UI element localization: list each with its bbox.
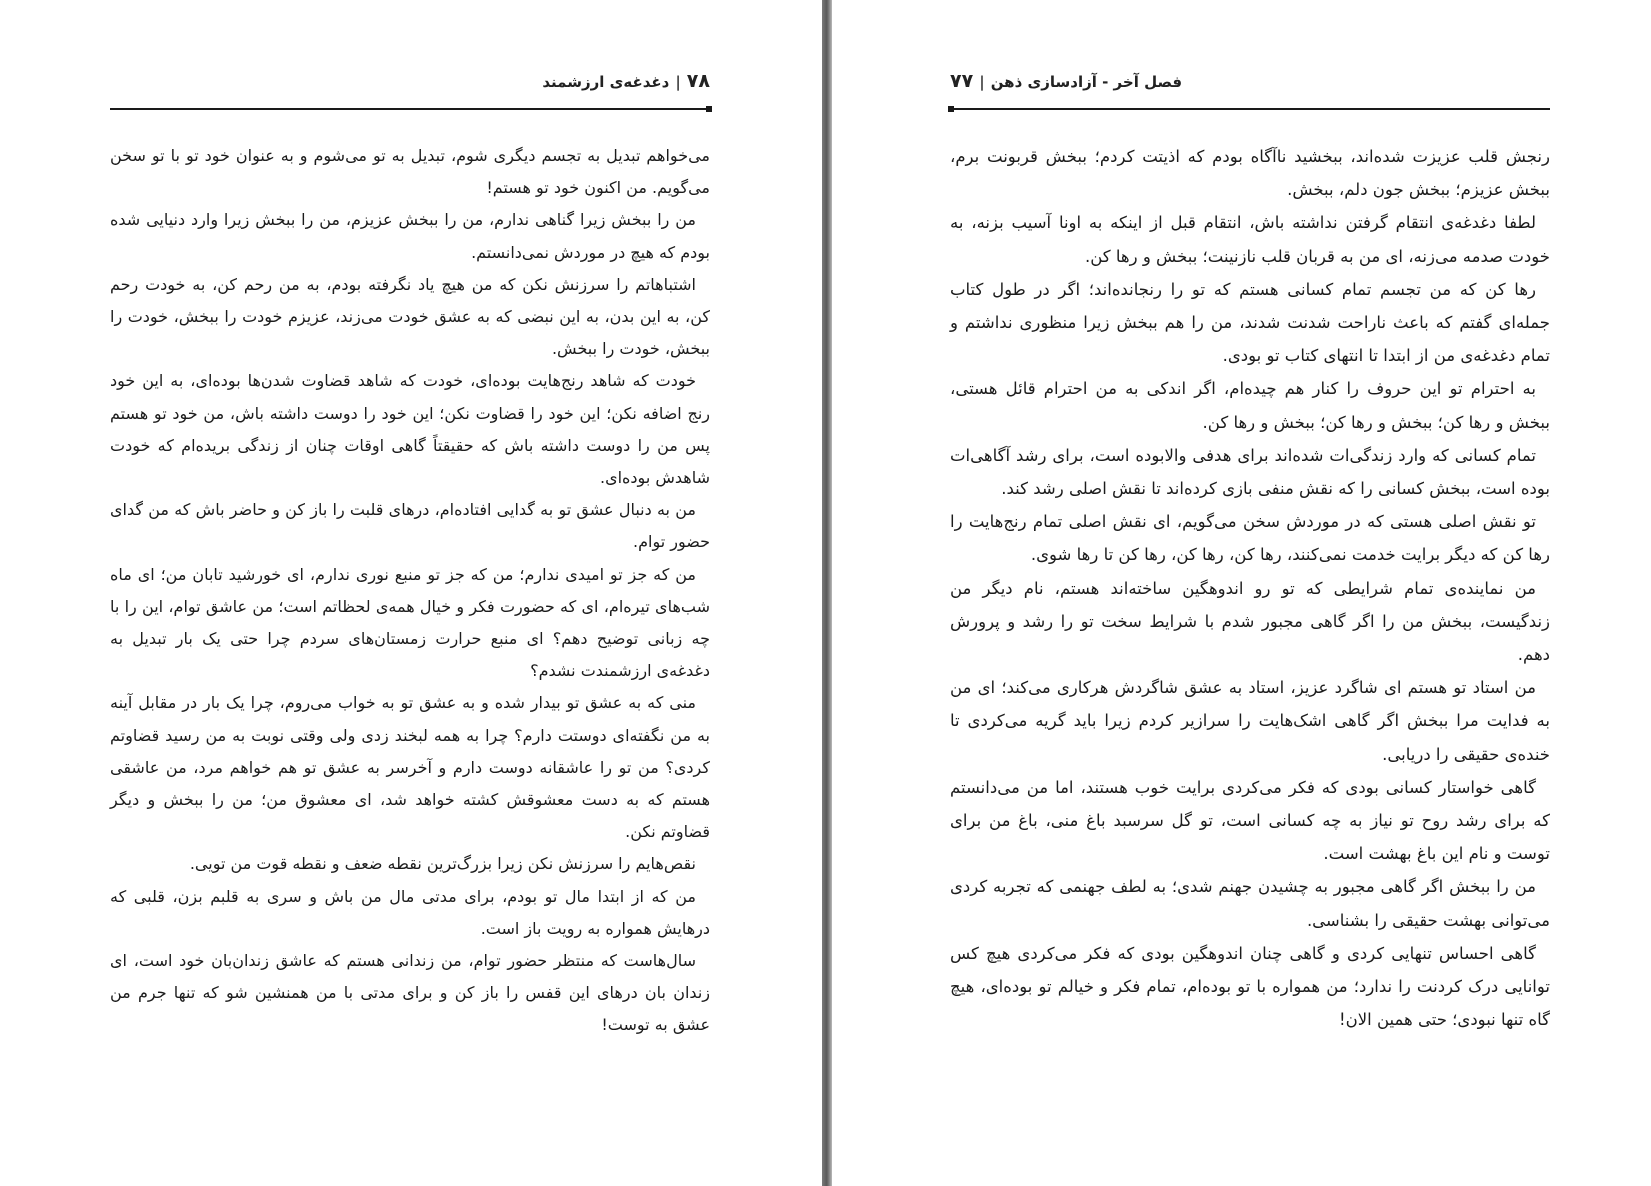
header-rule bbox=[110, 108, 710, 110]
paragraph: رها کن که من تجسم تمام کسانی هستم که تو را رنجانده‌اند؛ اگر در طول کتاب جمله‌ای گفتم که باعث ناراحت شدنت شدند، من را هم ببخش زیرا منظوری نداشتم و تمام دغدغه‌ی من از ابتدا تا انتهای کتاب تو بودی. bbox=[950, 279, 1550, 366]
header-title: فصل آخر - آزادسازی ذهن bbox=[990, 73, 1183, 91]
paragraph: من را ببخش زیرا گناهی ندارم، من را ببخش عزیزم، من را ببخش زیرا وارد دنیایی شده بودم که هیچ در موردش نمی‌دانستم. bbox=[110, 210, 710, 262]
paragraph: من استاد تو هستم ای شاگرد عزیز، استاد به عشق شاگردش هرکاری می‌کند؛ ای من به فدایت مرا ببخش اگر گاهی اشک‌هایت را سرازیر کردم زیرا باید گریه می‌کردی تا خنده‌ی حقیقی را دریابی. bbox=[950, 678, 1550, 764]
paragraph: گاهی خواستار کسانی بودی که فکر می‌کردی برایت خوب هستند، اما من می‌دانستم که برای رشد روح تو نیاز به چه کسانی است، تو گل سرسبد باغ منی، باغ من برای توست و نام این باغ بهشت است. bbox=[950, 777, 1550, 864]
paragraph: خودت که شاهد رنج‌هایت بوده‌ای، خودت که شاهد قضاوت شدن‌ها بوده‌ای، به این خود رنج اضافه نکن؛ این خود را قضاوت نکن؛ این خود را دوست داشته باش، من خود تو هستم پس من را دوست داشته باش که حقیقتاً گاهی اوقات چنان از زندگی بریده‌ام که خودت شاهدش بوده‌ای. bbox=[110, 371, 710, 488]
right-page bbox=[832, 0, 1651, 1186]
page-header bbox=[542, 70, 710, 92]
header-separator: | bbox=[675, 73, 681, 91]
paragraph: منی که به عشق تو بیدار شده و به عشق تو به خواب می‌روم، چرا یک بار در مقابل آینه به من نگفته‌ای دوستت دارم؟ چرا به همه لبخند زدی ولی وقتی نوبت به من رسید قضاوتم کردی؟ من تو را عاشقانه دوست دارم و آخرسر به عشق تو هم خواهم مرد، من عاشقی هستم که به دست معشوقش کشته خواهد شد، ای معشوق من؛ من را ببخش و دیگر قضاوتم نکن. bbox=[110, 693, 710, 842]
paragraph: لطفا دغدغه‌ی انتقام گرفتن نداشته باش، انتقام قبل از اینکه به اونا آسیب بزنه، به خودت صدمه می‌زنه، ای من به قربان قلب نازنینت؛ ببخش و رها کن. bbox=[950, 213, 1550, 266]
paragraph: تمام کسانی که وارد زندگی‌ات شده‌اند برای هدفی والابوده است، برای رشد آگاهی‌ات بوده است، ببخش کسانی را که نقش منفی بازی کرده‌اند تا نقش اصلی رشد کند. bbox=[950, 445, 1550, 499]
header-rule bbox=[950, 108, 1550, 110]
paragraph: تو نقش اصلی هستی که در موردش سخن می‌گویم، ای نقش اصلی تمام رنج‌هایت را رها کن که دیگر برایت خدمت نمی‌کنند، رها کن، رها کن، رها کن تا رها شوی. bbox=[950, 512, 1550, 565]
page-body bbox=[950, 140, 1550, 1036]
book-gutter bbox=[822, 0, 832, 1186]
header-title: دغدغه‌ی ارزشمند bbox=[542, 73, 670, 91]
paragraph: گاهی احساس تنهایی کردی و گاهی چنان اندوهگین بودی که فکر می‌کردی هیچ کس توانایی درک کردنت را ندارد؛ من همواره با تو بوده‌ام، تمام فکر و خیالم تو بوده‌ای، هیچ گاه تنها نبودی؛ حتی همین الان! bbox=[950, 943, 1550, 1030]
page-number: ۷۸ bbox=[686, 70, 710, 92]
paragraph: سال‌هاست که منتظر حضور توام، من زندانی هستم که عاشق زندان‌بان خود است، ای زندان بان درهای این قفس را باز کن و برای مدتی با من همنشین شو که تنها جرم من عشق به توست! bbox=[110, 951, 710, 1035]
page-header bbox=[950, 70, 1182, 92]
paragraph: نقص‌هایم را سرزنش نکن زیرا بزرگ‌ترین نقطه ضعف و نقطه قوت من تویی. bbox=[189, 854, 696, 874]
left-page bbox=[0, 0, 822, 1186]
page-number: ۷۷ bbox=[950, 70, 974, 92]
paragraph: به احترام تو این حروف را کنار هم چیده‌ام، اگر اندکی به من احترام قائل هستی، ببخش و رها کن؛ ببخش و رها کن؛ ببخش و رها کن. bbox=[950, 379, 1550, 432]
paragraph: اشتباهاتم را سرزنش نکن که من هیچ یاد نگرفته بودم، به من رحم کن، به خودت رحم کن، به این بدن، به این نبضی که به عشق خودت می‌زند، عزیزم خودت را ببخش، خودت را ببخش، خودت را ببخش. bbox=[110, 274, 710, 359]
paragraph: من به دنبال عشق تو به گدایی افتاده‌ام، درهای قلبت را باز کن و حاضر باش که من گدای حضور توام. bbox=[110, 500, 710, 552]
paragraph: من را ببخش اگر گاهی مجبور به چشیدن جهنم شدی؛ به لطف جهنمی که تجربه کردی می‌توانی بهشت حقیقی را بشناسی. bbox=[950, 877, 1550, 930]
paragraph: رنجش قلب عزیزت شده‌اند، ببخشید ناآگاه بودم که اذیتت کردم؛ ببخش قربونت برم، ببخش عزیزم؛ ببخش جون دلم، ببخش. bbox=[950, 147, 1550, 200]
page-body bbox=[110, 140, 710, 1042]
header-separator: | bbox=[979, 73, 985, 91]
paragraph: من که جز تو امیدی ندارم؛ من که جز تو منبع نوری ندارم، ای خورشید تابان من؛ ای ماه شب‌های تیره‌ام، ای که حضورت فکر و خیال همه‌ی لحظاتم است؛ من عاشق توام، این را با چه زبانی توضیح دهم؟ ای منبع حرارت زمستان‌های سردم چرا حتی یک بار تبدیل به دغدغه‌ی ارزشمندت نشدم؟ bbox=[110, 564, 710, 681]
paragraph: من نماینده‌ی تمام شرایطی که تو رو اندوهگین ساخته‌اند هستم، نام دیگر من زندگیست، ببخش من را اگر گاهی مجبور شدم با شرایط سخت تو را رشد و پرورش دهم. bbox=[950, 578, 1550, 665]
paragraph: می‌خواهم تبدیل به تجسم دیگری شوم، تبدیل به تو می‌شوم و به عنوان خود تو با تو سخن می‌گویم. من اکنون خود تو هستم! bbox=[110, 146, 710, 198]
paragraph: من که از ابتدا مال تو بودم، برای مدتی مال من باش و سری به قلبم بزن، قلبی که درهایش همواره به رویت باز است. bbox=[110, 886, 710, 938]
